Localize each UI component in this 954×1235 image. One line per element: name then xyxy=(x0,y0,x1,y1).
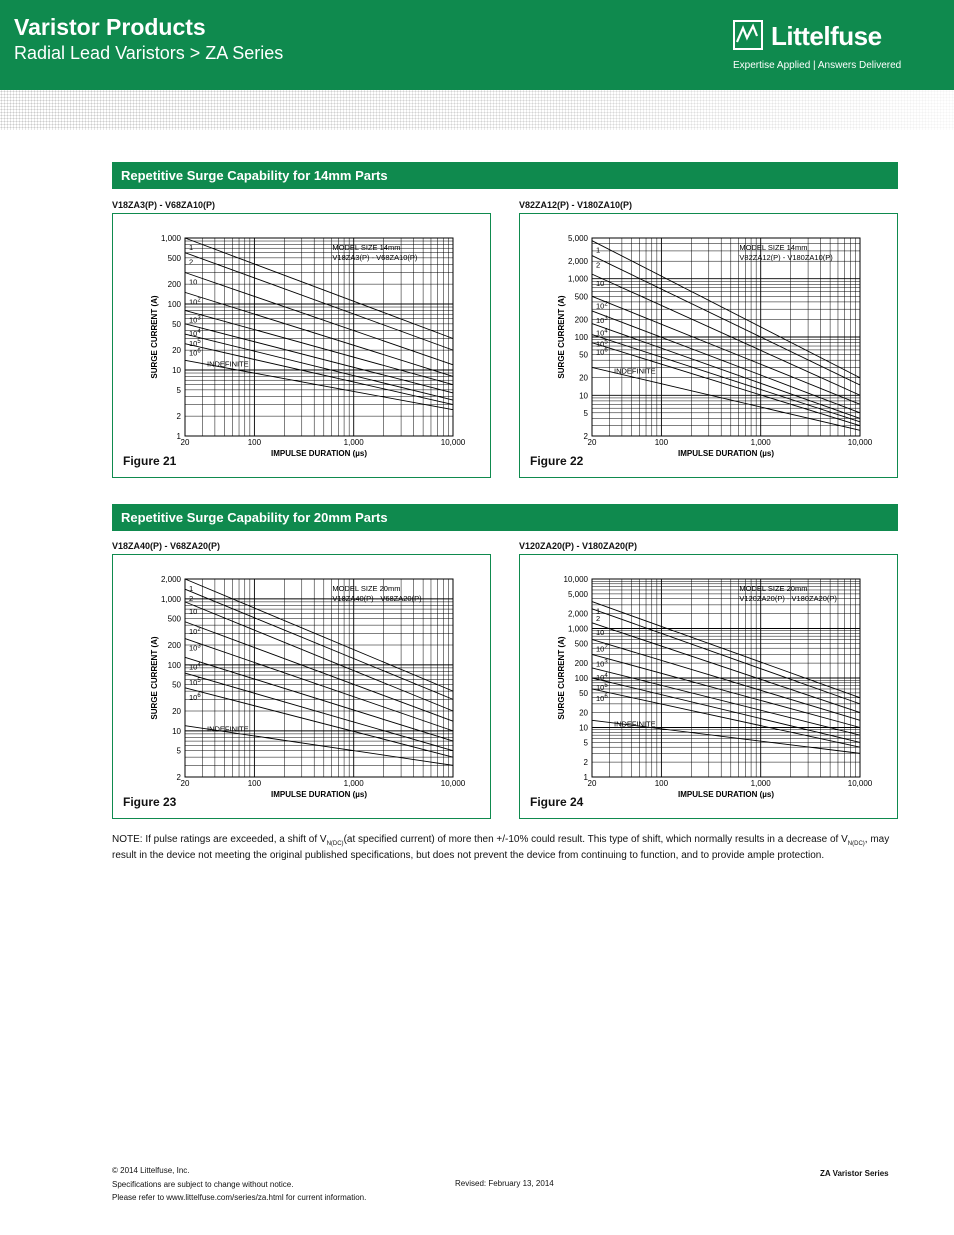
y-tick-label: 1 xyxy=(176,432,181,441)
y-tick-label: 500 xyxy=(574,292,588,302)
x-tick-label: 20 xyxy=(180,438,190,447)
chart-caption-21: V18ZA3(P) - V68ZA10(P) xyxy=(112,200,216,210)
series-label: $10^2$ xyxy=(596,301,608,311)
y-tick-label: 20 xyxy=(579,373,588,383)
x-axis-label: IMPULSE DURATION (µs) xyxy=(270,790,368,799)
y-tick-label: 2,000 xyxy=(567,609,588,619)
y-tick-label: 100 xyxy=(574,674,588,683)
x-tick-label: 1,000 xyxy=(343,779,364,788)
y-axis-label: SURGE CURRENT (A) xyxy=(557,636,566,720)
y-tick-label: 100 xyxy=(167,660,181,670)
y-tick-label: 10 xyxy=(579,723,588,733)
series-label: $10^6$ xyxy=(189,692,201,702)
y-tick-label: 5 xyxy=(176,746,181,756)
series-label: $10^5$ xyxy=(189,339,201,349)
y-tick-label: 1,000 xyxy=(567,274,588,284)
y-tick-label: 2 xyxy=(583,432,588,441)
series-label: $10^4$ xyxy=(596,328,608,338)
y-tick-label: 10 xyxy=(172,726,181,736)
chart-caption-23: V18ZA40(P) - V68ZA20(P) xyxy=(112,541,221,551)
series-line xyxy=(592,602,860,698)
x-tick-label: 10,000 xyxy=(847,779,873,788)
footer-series: ZA Varistor Series xyxy=(820,1169,889,1178)
model-size-text: V18ZA40(P) - V68ZA20(P) xyxy=(332,594,422,603)
note-text-2: (at specified current) of more then +/-10% could result. This type of shift, which normally results in a decrease of V xyxy=(343,834,848,845)
series-label: $10^5$ xyxy=(596,683,608,692)
footer-spec-line2[interactable]: Please refer to www.littelfuse.com/series/za.html for current information. xyxy=(112,1193,367,1202)
y-tick-label: 50 xyxy=(579,688,588,698)
plot-frame xyxy=(185,579,453,777)
y-axis-label: SURGE CURRENT (A) xyxy=(557,295,566,379)
logo-tagline: Expertise Applied | Answers Delivered xyxy=(733,60,902,71)
x-axis-label: IMPULSE DURATION (µs) xyxy=(677,449,775,458)
note-text-3: , may result in the device not meeting the original published specifications, but does not prevent the device from continuing to function, and to provide ample protection. xyxy=(112,834,890,861)
x-tick-label: 10,000 xyxy=(847,438,873,447)
x-axis-label: IMPULSE DURATION (µs) xyxy=(677,790,775,799)
section-title-14mm: Repetitive Surge Capability for 14mm Parts xyxy=(112,162,898,189)
chart-caption-24: V120ZA20(P) - V180ZA20(P) xyxy=(519,541,638,551)
series-label: $10^2$ xyxy=(189,297,201,307)
y-tick-label: 1,000 xyxy=(567,624,588,634)
page-title: Varistor Products xyxy=(14,14,206,40)
x-tick-label: 100 xyxy=(247,779,262,788)
figure-21-chart xyxy=(113,214,490,477)
y-tick-label: 10 xyxy=(172,366,181,375)
series-label: INDEFINITE xyxy=(207,359,249,369)
y-tick-label: 200 xyxy=(574,315,588,325)
y-tick-label: 10,000 xyxy=(563,575,588,584)
series-label: $10^5$ xyxy=(189,678,201,688)
y-tick-label: 100 xyxy=(574,333,588,342)
series-label: $10^4$ xyxy=(596,672,608,682)
series-line xyxy=(185,589,453,699)
x-tick-label: 1,000 xyxy=(750,779,771,788)
x-tick-label: 20 xyxy=(587,438,597,447)
note-sub-1: N(DC) xyxy=(326,841,344,847)
model-size-text: V82ZA12(P) - V180ZA10(P) xyxy=(739,253,833,262)
y-tick-label: 20 xyxy=(579,708,588,718)
x-tick-label: 1,000 xyxy=(750,438,771,447)
y-tick-label: 50 xyxy=(172,680,181,690)
y-tick-label: 50 xyxy=(172,319,181,329)
series-label: 1 xyxy=(189,584,194,593)
series-label: $10^3$ xyxy=(596,659,608,669)
figure-21-box xyxy=(112,213,491,478)
series-label: $10^3$ xyxy=(596,315,608,325)
x-tick-label: 100 xyxy=(247,438,262,447)
x-tick-label: 10,000 xyxy=(440,779,466,788)
figure-22-box xyxy=(519,213,898,478)
y-tick-label: 5 xyxy=(583,738,588,748)
series-label: $10^6$ xyxy=(596,693,608,703)
y-tick-label: 10 xyxy=(579,391,588,401)
x-tick-label: 20 xyxy=(587,779,597,788)
y-tick-label: 1,000 xyxy=(160,234,181,243)
x-tick-label: 100 xyxy=(654,438,669,447)
y-tick-label: 200 xyxy=(167,280,181,290)
series-label: $10^3$ xyxy=(189,315,201,325)
y-tick-label: 200 xyxy=(167,641,181,650)
figure-22-chart xyxy=(520,214,897,477)
series-line xyxy=(592,639,860,720)
x-axis-label: IMPULSE DURATION (µs) xyxy=(270,449,368,458)
x-tick-label: 100 xyxy=(654,779,669,788)
y-tick-label: 2 xyxy=(176,773,181,782)
y-tick-label: 5,000 xyxy=(567,589,588,599)
series-label: 2 xyxy=(596,260,601,270)
y-axis-label: SURGE CURRENT (A) xyxy=(150,636,159,720)
series-line xyxy=(592,296,860,404)
footer-copyright: © 2014 Littelfuse, Inc. xyxy=(112,1166,190,1175)
page-subtitle: Radial Lead Varistors > ZA Series xyxy=(14,43,284,63)
y-tick-label: 500 xyxy=(574,639,588,649)
y-tick-label: 100 xyxy=(167,300,181,309)
series-label: $10^6$ xyxy=(596,347,608,357)
series-label: $10^5$ xyxy=(596,339,608,349)
dotted-band-fade xyxy=(0,90,954,130)
model-size-text: V120ZA20(P) - V180ZA20(P) xyxy=(739,594,837,603)
y-tick-label: 500 xyxy=(167,614,181,624)
series-label: $10^4$ xyxy=(189,662,201,672)
section-title-20mm: Repetitive Surge Capability for 20mm Parts xyxy=(112,504,898,531)
littelfuse-logo[interactable] xyxy=(733,20,903,76)
model-size-text: MODEL SIZE 20mm xyxy=(332,584,401,593)
y-tick-label: 2,000 xyxy=(567,257,588,267)
series-label: 10 xyxy=(596,627,605,637)
series-label: INDEFINITE xyxy=(614,719,656,729)
series-label: INDEFINITE xyxy=(614,366,656,376)
series-line xyxy=(185,688,453,757)
y-tick-label: 20 xyxy=(172,346,181,356)
series-line xyxy=(592,606,860,704)
y-tick-label: 500 xyxy=(167,253,181,263)
y-tick-label: 2 xyxy=(176,412,181,422)
y-tick-label: 5 xyxy=(583,408,588,418)
series-label: $10^6$ xyxy=(189,348,201,358)
series-label: 2 xyxy=(596,613,601,623)
series-label: 2 xyxy=(189,594,194,604)
figure-23-box xyxy=(112,554,491,819)
logo-wordmark: Littelfuse xyxy=(771,21,882,51)
series-line xyxy=(185,344,453,405)
chart-caption-22: V82ZA12(P) - V180ZA10(P) xyxy=(519,200,633,210)
series-label: INDEFINITE xyxy=(207,724,249,734)
note-text-1: NOTE: If pulse ratings are exceeded, a shift of V xyxy=(112,834,327,845)
series-label: 2 xyxy=(189,257,194,267)
series-label: 1 xyxy=(596,245,601,255)
series-line xyxy=(592,335,860,422)
footer-revised: Revised: February 13, 2014 xyxy=(455,1179,554,1188)
series-label: 1 xyxy=(596,606,601,616)
y-tick-label: 2 xyxy=(583,758,588,768)
y-axis-label: SURGE CURRENT (A) xyxy=(150,295,159,379)
model-size-text: MODEL SIZE 14mm xyxy=(332,243,401,252)
x-tick-label: 20 xyxy=(180,779,190,788)
x-tick-label: 10,000 xyxy=(440,438,466,447)
figure-22-label: Figure 22 xyxy=(530,454,584,468)
figure-23-label: Figure 23 xyxy=(123,795,177,809)
series-line xyxy=(592,654,860,727)
series-label: 10 xyxy=(189,606,198,616)
series-label: 10 xyxy=(596,279,605,289)
series-line xyxy=(592,343,860,426)
series-label: $10^4$ xyxy=(189,328,201,338)
page-header xyxy=(0,0,954,90)
y-tick-label: 200 xyxy=(574,659,588,669)
series-label: $10^2$ xyxy=(189,626,201,636)
note-sub-2: N(DC) xyxy=(847,841,865,847)
figure-24-box xyxy=(519,554,898,819)
y-tick-label: 1 xyxy=(583,773,588,782)
model-size-text: MODEL SIZE 20mm xyxy=(739,584,808,593)
y-tick-label: 20 xyxy=(172,707,181,716)
figure-24-chart xyxy=(520,555,897,818)
series-line xyxy=(185,310,453,384)
model-size-text: V18ZA3(P) - V68ZA10(P) xyxy=(332,253,418,262)
footer-spec-line1: Specifications are subject to change without notice. xyxy=(112,1180,294,1189)
series-line xyxy=(592,311,860,413)
series-line xyxy=(185,253,453,350)
series-label: 1 xyxy=(189,243,194,252)
y-tick-label: 2,000 xyxy=(160,575,181,584)
littelfuse-logo-mark-icon xyxy=(733,20,763,50)
figure-21-label: Figure 21 xyxy=(123,454,177,468)
series-line xyxy=(592,678,860,742)
y-tick-label: 1,000 xyxy=(160,594,181,604)
series-label: 10 xyxy=(189,277,198,287)
series-line xyxy=(185,602,453,711)
figure-23-chart xyxy=(113,555,490,818)
y-tick-label: 5 xyxy=(176,385,181,395)
pulse-rating-note xyxy=(112,834,902,862)
y-tick-label: 50 xyxy=(579,350,588,360)
y-tick-label: 5,000 xyxy=(567,234,588,243)
series-label: $10^3$ xyxy=(189,643,201,653)
model-size-text: MODEL SIZE 14mm xyxy=(739,243,808,252)
series-label: $10^2$ xyxy=(596,644,608,654)
figure-24-label: Figure 24 xyxy=(530,795,584,809)
x-tick-label: 1,000 xyxy=(343,438,364,447)
